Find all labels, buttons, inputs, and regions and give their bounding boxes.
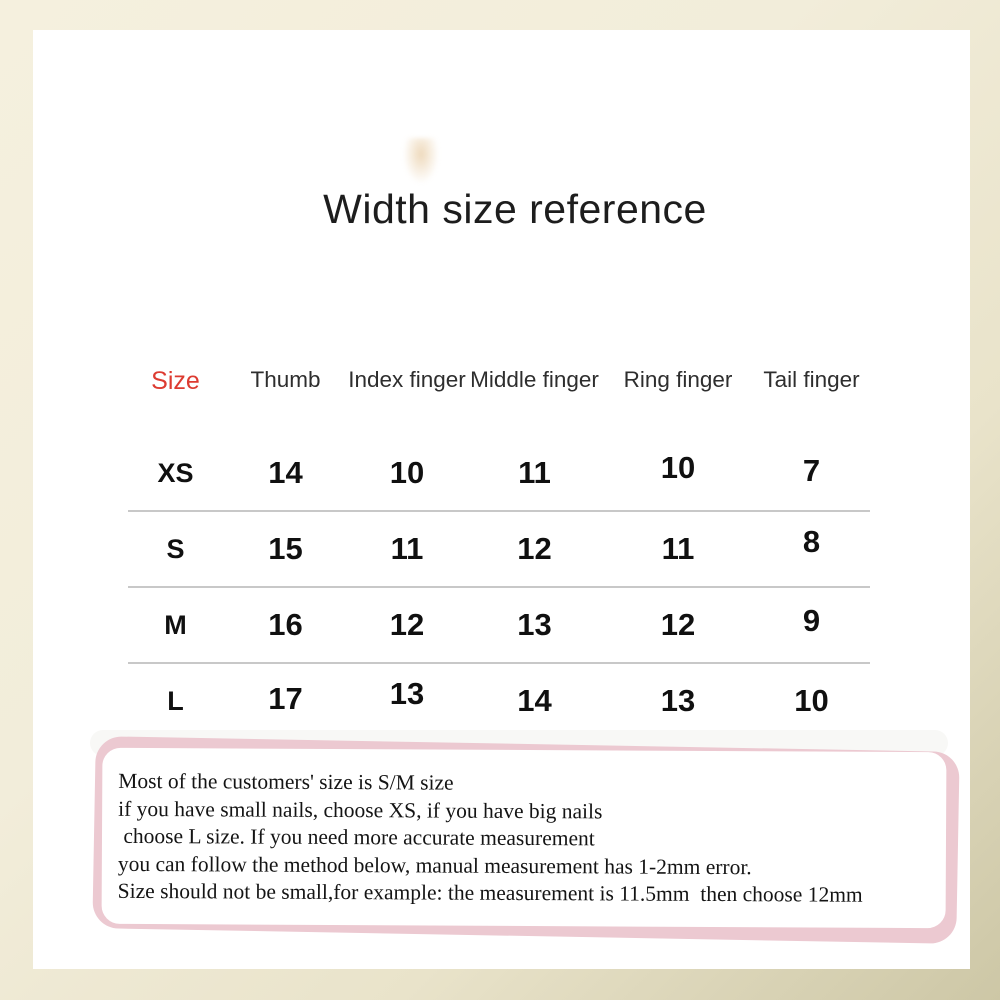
- value-cell: 14: [517, 683, 552, 718]
- size-column-header: Size: [151, 367, 200, 395]
- column-header-index-finger: Index finger: [348, 367, 466, 392]
- value-cell: 8: [802, 524, 821, 559]
- value-cell: 10: [660, 450, 696, 485]
- smudge-artifact: [403, 138, 439, 184]
- note-text-line: Size should not be small,for example: the measurement is 11.5mm then choose 12mm: [117, 878, 863, 907]
- column-header-ring-finger: Ring finger: [623, 367, 733, 392]
- note-text-line: choose L size. If you need more accurate measurement: [117, 823, 595, 851]
- column-header-tail-finger: Tail finger: [763, 367, 860, 392]
- value-cell: 12: [517, 531, 552, 566]
- value-cell: 16: [268, 607, 303, 642]
- value-cell: 11: [390, 531, 424, 566]
- sizing-note-card: [86, 736, 962, 936]
- note-text-line: if you have small nails, choose XS, if you have big nails: [118, 796, 603, 823]
- table-header-row: [128, 356, 870, 436]
- note-card-body: [102, 748, 947, 928]
- value-cell: 14: [268, 455, 303, 490]
- table-row-xs: [128, 436, 870, 512]
- value-cell: 13: [389, 676, 425, 711]
- size-reference-table: [128, 356, 870, 738]
- column-header-thumb: Thumb: [250, 367, 321, 392]
- table-row-s: [128, 512, 870, 588]
- note-text-line: you can follow the method below, manual measurement has 1-2mm error.: [117, 851, 752, 879]
- value-cell: 12: [660, 607, 696, 642]
- value-cell: 15: [268, 531, 303, 566]
- value-cell: 10: [389, 455, 425, 490]
- size-cell: M: [164, 609, 187, 640]
- column-header-middle-finger: Middle finger: [470, 367, 599, 392]
- value-cell: 12: [389, 607, 425, 642]
- page-title: Width size reference: [323, 186, 707, 232]
- value-cell: 13: [660, 683, 696, 718]
- value-cell: 9: [802, 603, 821, 638]
- value-cell: 11: [518, 455, 551, 490]
- note-text: [102, 748, 947, 910]
- value-cell: 17: [268, 681, 303, 716]
- note-text-line: Most of the customers' size is S/M size: [118, 768, 454, 795]
- table-row-m: [128, 588, 870, 664]
- value-cell: 10: [794, 683, 829, 718]
- size-cell: XS: [157, 457, 194, 488]
- size-cell: L: [167, 685, 184, 716]
- value-cell: 11: [661, 531, 695, 566]
- value-cell: 7: [802, 453, 821, 488]
- value-cell: 13: [517, 607, 552, 642]
- table-row-l: [128, 664, 870, 738]
- size-cell: S: [166, 533, 185, 564]
